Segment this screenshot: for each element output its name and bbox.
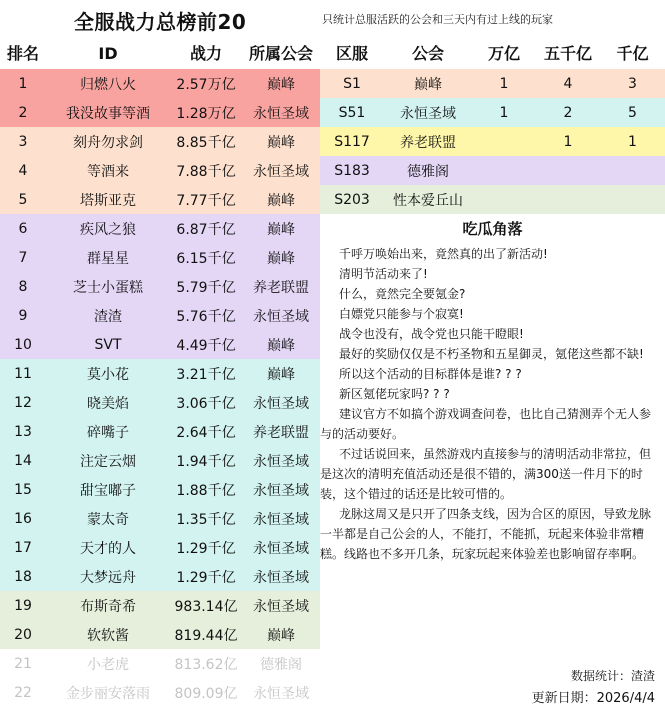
guild-cell: 巅峰 (267, 76, 295, 93)
header-guild: 所属公会 (248, 44, 313, 63)
guild-cell: 永恒圣域 (253, 163, 309, 180)
page-title: 全服战力总榜前20 (74, 10, 247, 34)
player-id-cell: 渣渣 (94, 308, 122, 325)
wanyi-count-cell: 1 (499, 75, 509, 92)
table-row (0, 272, 320, 301)
gossip-paragraph: 战令也没有，战令党也只能干瞪眼! (339, 327, 524, 341)
power-cell: 2.64千亿 (176, 424, 236, 441)
wanyi-count-cell: 1 (499, 104, 509, 121)
server-cell: S51 (338, 104, 366, 121)
player-id-cell: 塔斯亚克 (80, 192, 136, 209)
guild-cell: 永恒圣域 (253, 453, 309, 470)
table-row (0, 69, 320, 98)
guild-cell: 巅峰 (267, 366, 295, 383)
table-row (0, 417, 320, 446)
guild-cell: 巅峰 (267, 192, 295, 209)
rank-cell: 19 (14, 597, 32, 614)
header-id: ID (98, 44, 118, 63)
rank-cell: 18 (14, 568, 32, 585)
server-guild-cell: 性本爱丘山 (393, 192, 463, 209)
server-row (320, 156, 665, 185)
header-wanyi: 万亿 (487, 44, 520, 63)
table-row (0, 359, 320, 388)
rank-cell: 13 (14, 423, 32, 440)
guild-cell: 永恒圣域 (253, 540, 309, 557)
gossip-paragraph: 不过话说回来，虽然游戏内直接参与的清明活动非常拉，但是这次的清明充值活动还是很不错的，满300送一件月下的时装，这个错过的话还是比较可惜的。 (320, 447, 652, 501)
guild-cell: 永恒圣域 (253, 685, 309, 702)
guild-cell: 永恒圣域 (253, 308, 309, 325)
rank-cell: 12 (14, 394, 32, 411)
guild-cell: 巅峰 (267, 221, 295, 238)
server-guild-cell: 养老联盟 (400, 134, 456, 151)
table-row (0, 156, 320, 185)
rank-cell: 11 (14, 365, 32, 382)
table-row (0, 678, 320, 707)
player-id-cell: 群星星 (87, 250, 129, 267)
player-id-cell: 小老虎 (87, 656, 129, 673)
table-row (0, 475, 320, 504)
gossip-paragraph: 龙脉这周又是只开了四条支线，因为合区的原因，导致龙脉一半都是自己公会的人，不能打，不能抓，玩起来体验非常糟糕。线路也不多开几条，玩家玩起来体验差也影响留存率啊。 (320, 507, 652, 561)
table-row (0, 243, 320, 272)
table-row (0, 301, 320, 330)
guild-cell: 永恒圣域 (253, 105, 309, 122)
power-cell: 8.85千亿 (176, 134, 236, 151)
wuqianyi-count-cell: 2 (563, 104, 573, 121)
guild-cell: 永恒圣域 (253, 511, 309, 528)
stat-note: 只统计总服活跃的公会和三天内有过上线的玩家 (322, 13, 553, 26)
qianyi-count-cell: 1 (628, 133, 637, 150)
stat-credit: 数据统计：渣渣 (570, 669, 655, 683)
server-table (320, 69, 665, 214)
header-server-guild: 公会 (411, 44, 444, 63)
power-cell: 813.62亿 (174, 656, 238, 673)
table-row (0, 185, 320, 214)
server-row (320, 69, 665, 98)
rank-cell: 21 (14, 655, 32, 672)
guild-cell: 巅峰 (267, 134, 295, 151)
header-power: 战力 (189, 44, 222, 63)
player-id-cell: 归燃八火 (80, 76, 136, 93)
gossip-title: 吃瓜角落 (462, 220, 523, 238)
table-row (0, 620, 320, 649)
player-id-cell: 大梦远舟 (80, 569, 136, 586)
table-row (0, 388, 320, 417)
power-cell: 4.49千亿 (176, 337, 236, 354)
power-cell: 983.14亿 (174, 598, 238, 615)
player-id-cell: 疾风之狼 (80, 221, 136, 238)
player-id-cell: 莫小花 (87, 366, 129, 383)
player-id-cell: 我没故事等酒 (66, 105, 150, 122)
player-id-cell: 蒙太奇 (87, 511, 129, 528)
server-row (320, 185, 665, 214)
rank-cell: 8 (18, 278, 28, 295)
header-wuqianyi: 五千亿 (543, 44, 592, 63)
table-row (0, 214, 320, 243)
rank-cell: 4 (18, 162, 28, 179)
rank-cell: 7 (18, 249, 28, 266)
gossip-paragraph: 清明节活动来了! (339, 267, 428, 281)
player-id-cell: 甜宝嘟子 (80, 482, 136, 499)
power-cell: 1.94千亿 (176, 453, 236, 470)
player-id-cell: 金步丽安落雨 (66, 685, 150, 702)
player-id-cell: SVT (94, 336, 122, 353)
rank-cell: 20 (14, 626, 32, 643)
power-cell: 1.35千亿 (176, 511, 236, 528)
ranking-table (0, 69, 320, 707)
table-row (0, 446, 320, 475)
table-row (0, 591, 320, 620)
table-row (0, 127, 320, 156)
guild-cell: 德雅阁 (260, 656, 302, 673)
rank-cell: 17 (14, 539, 32, 556)
wuqianyi-count-cell: 4 (563, 75, 573, 92)
guild-cell: 永恒圣域 (253, 569, 309, 586)
server-guild-cell: 巅峰 (414, 76, 442, 93)
power-cell: 6.15千亿 (176, 250, 236, 267)
power-cell: 7.77千亿 (176, 192, 236, 209)
guild-cell: 养老联盟 (253, 279, 309, 296)
player-id-cell: 天才的人 (80, 540, 136, 557)
power-cell: 5.76千亿 (176, 308, 236, 325)
gossip-paragraph: 千呼万唤始出来，竟然真的出了新活动! (339, 247, 548, 261)
qianyi-count-cell: 5 (628, 104, 637, 121)
qianyi-count-cell: 3 (628, 75, 637, 92)
update-date: 更新日期：2026/4/4 (531, 691, 655, 706)
rank-cell: 2 (18, 104, 28, 121)
table-row (0, 504, 320, 533)
server-cell: S203 (334, 191, 370, 208)
player-id-cell: 碎嘴子 (87, 424, 129, 441)
power-cell: 1.28万亿 (176, 105, 236, 122)
rank-cell: 16 (14, 510, 32, 527)
power-cell: 6.87千亿 (176, 221, 236, 238)
gossip-paragraph: 建议官方不如搞个游戏调查问卷，也比自己猜测弄个无人参与的活动要好。 (320, 407, 652, 441)
server-cell: S1 (343, 75, 361, 92)
table-row (0, 98, 320, 127)
power-cell: 1.29千亿 (176, 540, 236, 557)
gossip-paragraph: 最好的奖励仅仅是不朽圣物和五星御灵，氪佬这些都不缺! (339, 347, 644, 361)
rank-cell: 14 (14, 452, 32, 469)
player-id-cell: 芝士小蛋糕 (73, 279, 143, 296)
rank-cell: 5 (18, 191, 28, 208)
rank-cell: 22 (14, 684, 32, 701)
guild-cell: 巅峰 (267, 250, 295, 267)
power-cell: 5.79千亿 (176, 279, 236, 296)
rank-cell: 3 (18, 133, 28, 150)
table-row (0, 562, 320, 591)
rank-cell: 10 (14, 336, 32, 353)
power-cell: 809.09亿 (174, 685, 238, 702)
power-cell: 819.44亿 (174, 627, 238, 644)
power-cell: 3.06千亿 (176, 395, 236, 412)
header-server: 区服 (335, 44, 368, 63)
power-cell: 1.88千亿 (176, 482, 236, 499)
rank-cell: 1 (18, 75, 28, 92)
guild-cell: 巅峰 (267, 627, 295, 644)
power-cell: 2.57万亿 (176, 76, 236, 93)
player-id-cell: 等酒来 (87, 163, 129, 180)
power-cell: 3.21千亿 (176, 366, 236, 383)
player-id-cell: 软软酱 (87, 627, 129, 644)
server-cell: S183 (334, 162, 370, 179)
gossip-paragraph: 白嫖党只能参与个寂寞! (339, 307, 464, 321)
table-row (0, 330, 320, 359)
player-id-cell: 布斯奇希 (80, 598, 136, 615)
power-cell: 1.29千亿 (176, 569, 236, 586)
player-id-cell: 注定云烟 (80, 453, 136, 470)
server-cell: S117 (334, 133, 370, 150)
server-guild-cell: 德雅阁 (407, 163, 449, 180)
player-id-cell: 刻舟勿求剑 (73, 134, 143, 151)
wuqianyi-count-cell: 1 (563, 133, 573, 150)
rank-cell: 6 (18, 220, 28, 237)
gossip-article (320, 244, 662, 564)
guild-cell: 巅峰 (267, 337, 295, 354)
guild-cell: 永恒圣域 (253, 482, 309, 499)
rank-cell: 15 (14, 481, 32, 498)
guild-cell: 永恒圣域 (253, 395, 309, 412)
server-guild-cell: 永恒圣域 (400, 105, 456, 122)
rank-cell: 9 (18, 307, 28, 324)
gossip-paragraph: 所以这个活动的目标群体是谁? ? ? (339, 367, 522, 381)
guild-cell: 养老联盟 (253, 424, 309, 441)
gossip-paragraph: 新区氪佬玩家吗? ? ? (339, 387, 450, 401)
table-row (0, 533, 320, 562)
player-id-cell: 晓美焰 (87, 395, 129, 412)
header-qianyi: 千亿 (616, 44, 649, 63)
gossip-paragraph: 什么，竟然完全要氪金? (339, 287, 466, 301)
table-row (0, 649, 320, 678)
header-rank: 排名 (6, 44, 39, 63)
guild-cell: 永恒圣域 (253, 598, 309, 615)
server-row (320, 127, 665, 156)
power-cell: 7.88千亿 (176, 163, 236, 180)
server-row (320, 98, 665, 127)
